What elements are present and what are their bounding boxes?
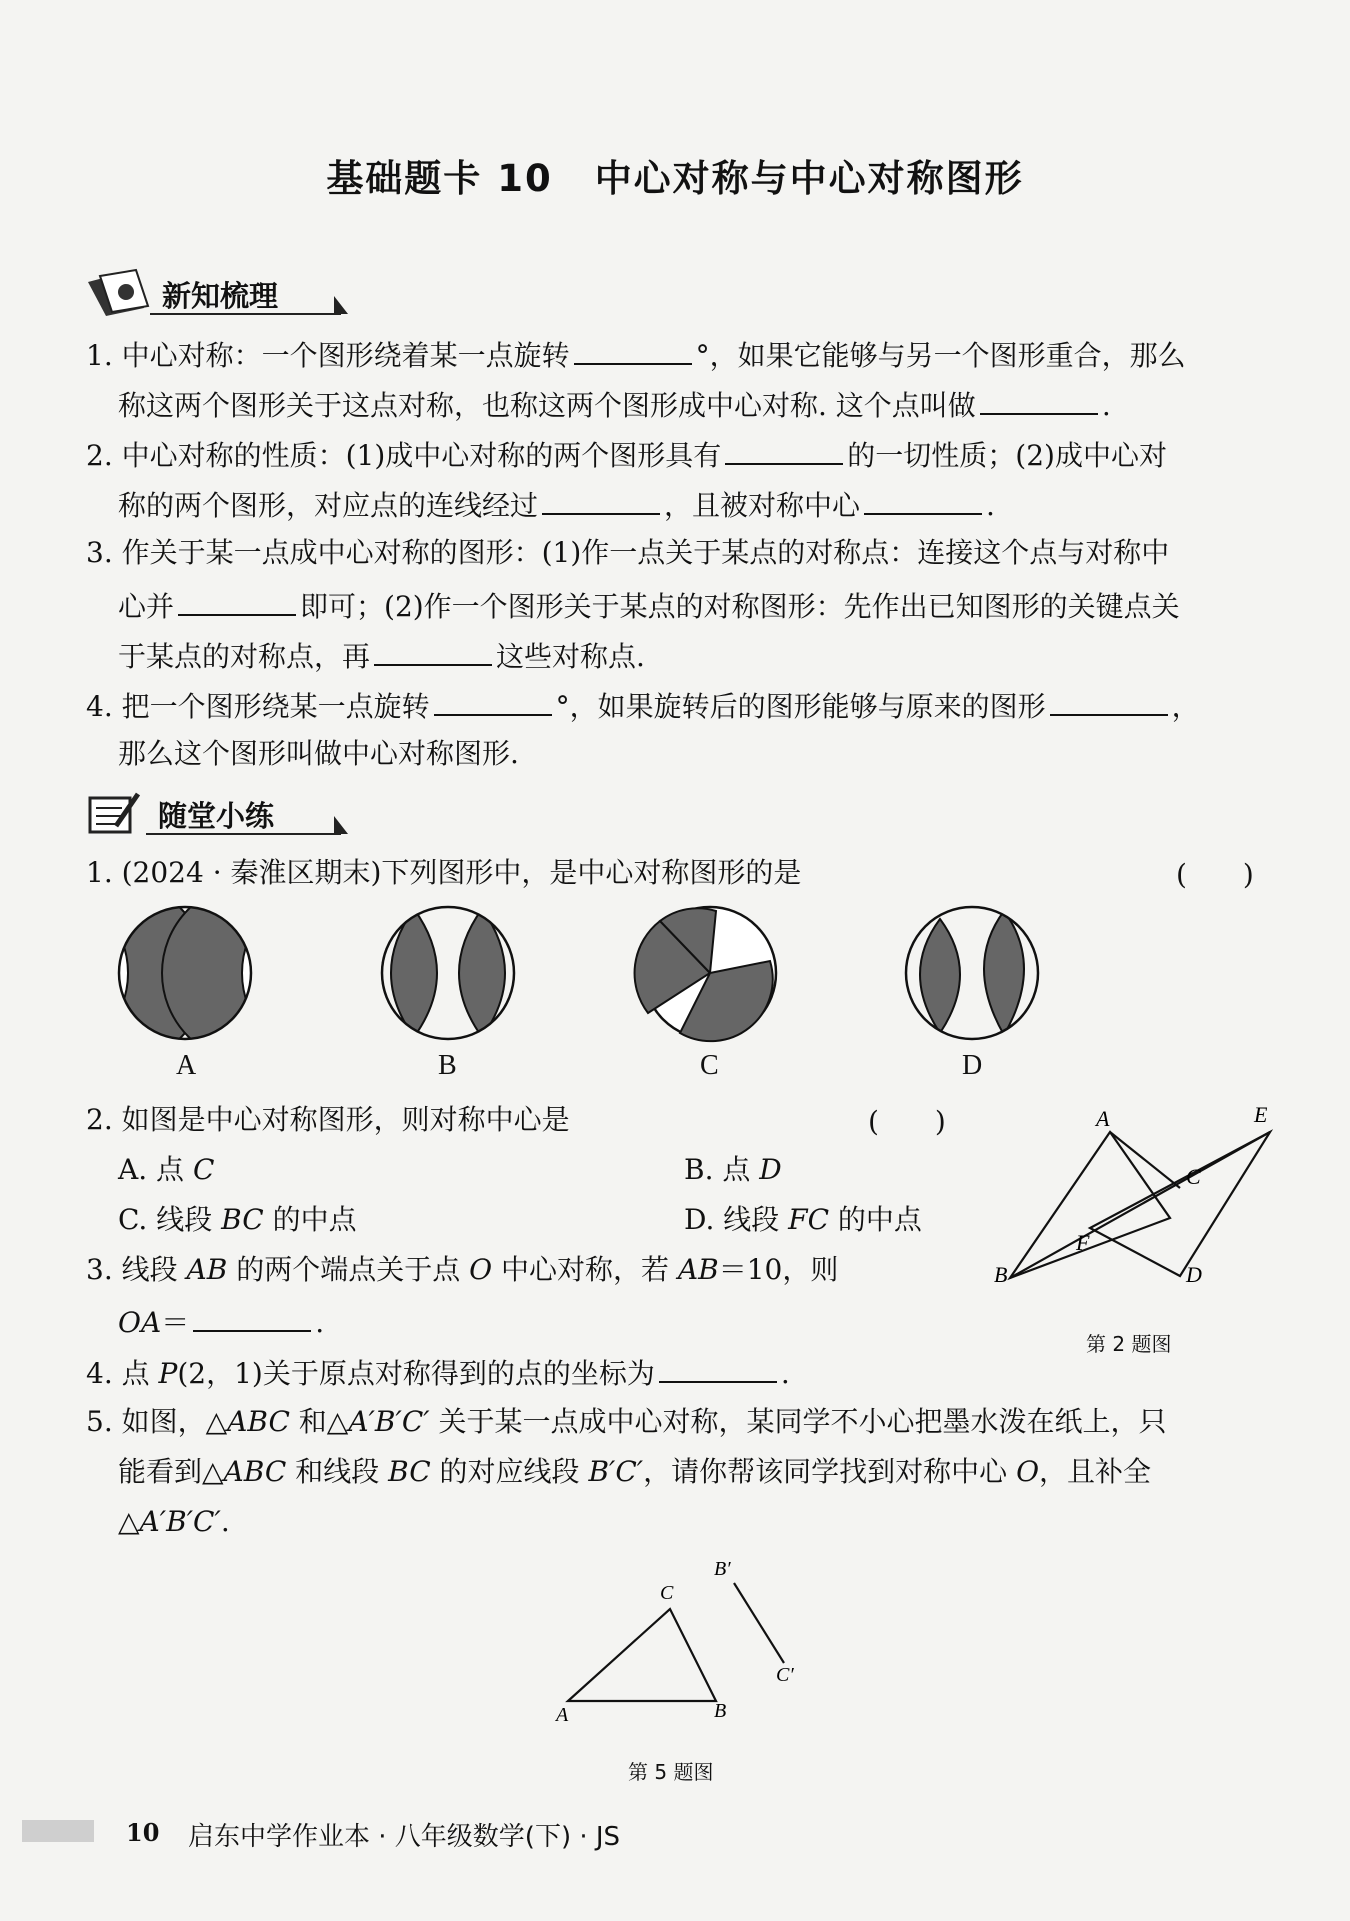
point-e-label: E: [1254, 1102, 1268, 1127]
point-c-prime-label: C′: [776, 1664, 794, 1686]
knowledge-item-3-cont2: 于某点的对称点，再 这些对称点.: [118, 634, 645, 677]
knowledge-item-1-cont: 称这两个图形关于这点对称，也称这两个图形成中心对称. 这个点叫做 .: [118, 383, 1111, 426]
q2-figure-caption: 第 2 题图: [1086, 1332, 1172, 1356]
answer-parens-q1[interactable]: ( ): [1176, 858, 1254, 891]
option-d-figure[interactable]: [906, 907, 1038, 1039]
point-c-label: C: [660, 1582, 674, 1604]
question-5: 5. 如图，△ABC 和△A′B′C′ 关于某一点成中心对称，某同学不小心把墨水泼在纸上，只: [86, 1405, 1167, 1438]
q2-option-d[interactable]: D. 线段 FC 的中点: [684, 1203, 922, 1236]
question-3: 3. 线段 AB 的两个端点关于点 O 中心对称，若 AB＝10，则: [86, 1253, 839, 1286]
section-title-knowledge: 新知梳理: [162, 279, 279, 313]
title-number: 基础题卡 10: [326, 157, 553, 200]
q2-option-a[interactable]: A. 点 C: [118, 1153, 215, 1186]
option-c-figure[interactable]: [635, 907, 776, 1041]
point-b-label: B: [994, 1262, 1008, 1287]
point-d-label: D: [1186, 1262, 1202, 1287]
answer-blank[interactable]: [725, 433, 843, 465]
section-header-knowledge: [86, 268, 356, 318]
answer-blank[interactable]: [193, 1300, 311, 1332]
question-5-cont2: △A′B′C′.: [118, 1505, 230, 1538]
page-number: 10: [126, 1818, 160, 1847]
option-b-label[interactable]: B: [438, 1050, 457, 1081]
option-c-label[interactable]: C: [700, 1050, 719, 1081]
answer-blank[interactable]: [434, 684, 552, 716]
answer-blank[interactable]: [178, 584, 296, 616]
triangle-abc: [568, 1609, 716, 1701]
option-a-figure[interactable]: [0, 905, 422, 1045]
point-c-label: C: [1186, 1164, 1201, 1189]
answer-blank[interactable]: [1050, 684, 1168, 716]
point-a-label: A: [556, 1704, 569, 1725]
question-4: 4. 点 P(2，1)关于原点对称得到的点的坐标为 .: [86, 1351, 790, 1394]
knowledge-item-4-cont: 那么这个图形叫做中心对称图形.: [118, 737, 519, 770]
knowledge-item-3-cont: 心并 即可；(2)作一个图形关于某点的对称图形：先作出已知图形的关键点关: [118, 584, 1180, 627]
option-b-figure[interactable]: [382, 907, 514, 1039]
answer-blank[interactable]: [574, 333, 692, 365]
point-f-label: F: [1076, 1230, 1090, 1255]
q2-option-b[interactable]: B. 点 D: [684, 1153, 782, 1186]
section-header-practice: [86, 788, 356, 838]
knowledge-item-4: 4. 把一个图形绕某一点旋转 °，如果旋转后的图形能够与原来的图形 ，: [86, 684, 1200, 727]
option-d-label[interactable]: D: [962, 1050, 983, 1081]
answer-blank[interactable]: [542, 483, 660, 515]
q2-figure: [990, 1100, 1280, 1300]
q5-figure: [540, 1555, 820, 1725]
point-a-label: A: [1096, 1106, 1110, 1131]
point-b-prime-label: B′: [714, 1558, 731, 1580]
segment-b-prime-c-prime: [734, 1583, 784, 1663]
question-2: 2. 如图是中心对称图形，则对称中心是: [86, 1103, 570, 1136]
section-title-practice: 随堂小练: [158, 799, 275, 833]
answer-parens-q2[interactable]: ( ): [868, 1105, 946, 1138]
option-a-label[interactable]: A: [176, 1050, 197, 1081]
answer-blank[interactable]: [864, 483, 982, 515]
title-topic: 中心对称与中心对称图形: [594, 157, 1024, 200]
question-3-cont: OA＝ .: [118, 1300, 324, 1343]
footer-book-title: 启东中学作业本 · 八年级数学(下) · JS: [188, 1822, 621, 1852]
q1-options-figures: [0, 905, 1350, 1045]
knowledge-item-2-cont: 称的两个图形，对应点的连线经过 ，且被对称中心 .: [118, 483, 995, 526]
answer-blank[interactable]: [980, 383, 1098, 415]
page-title: [0, 148, 1350, 202]
point-b-label: B: [714, 1700, 727, 1722]
answer-blank[interactable]: [659, 1351, 777, 1383]
answer-blank[interactable]: [374, 634, 492, 666]
knowledge-item-2: 2. 中心对称的性质：(1)成中心对称的两个图形具有 的一切性质；(2)成中心对: [86, 433, 1167, 476]
knowledge-item-1: 1. 中心对称：一个图形绕着某一点旋转 °，如果它能够与另一个图形重合，那么: [86, 333, 1186, 376]
question-1: 1. (2024 · 秦淮区期末)下列图形中，是中心对称图形的是: [86, 856, 802, 889]
knowledge-item-3: 3. 作关于某一点成中心对称的图形：(1)作一点关于某点的对称点：连接这个点与对称中: [86, 536, 1170, 569]
footer-decoration: [22, 1820, 94, 1842]
q2-option-c[interactable]: C. 线段 BC 的中点: [118, 1203, 357, 1236]
question-5-cont: 能看到△ABC 和线段 BC 的对应线段 B′C′，请你帮该同学找到对称中心 O，且补全: [118, 1455, 1152, 1488]
q5-figure-caption: 第 5 题图: [628, 1760, 714, 1784]
